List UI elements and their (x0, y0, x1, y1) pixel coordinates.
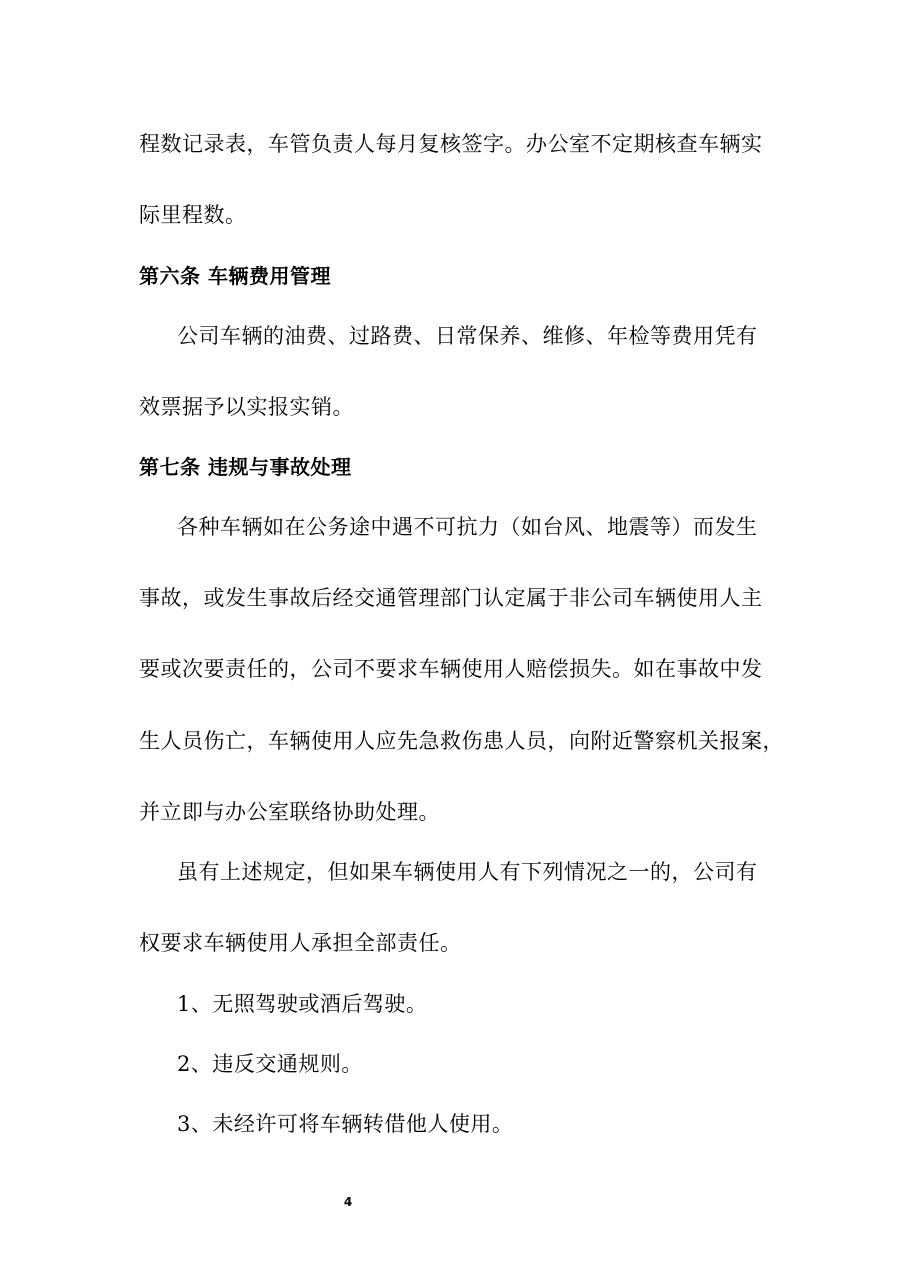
paragraph-line: 事故，或发生事故后经交通管理部门认定属于非公司车辆使用人主 (139, 586, 763, 610)
list-item: 2、违反交通规则。 (177, 1052, 363, 1076)
paragraph-line: 权要求车辆使用人承担全部责任。 (139, 931, 462, 955)
list-item: 3、未经许可将车辆转借他人使用。 (177, 1112, 514, 1136)
paragraph-line: 生人员伤亡，车辆使用人应先急救伤患人员，向附近警察机关报案， (139, 729, 784, 753)
paragraph-line: 际里程数。 (139, 203, 247, 227)
page-number: 4 (343, 1195, 353, 1209)
paragraph-line: 公司车辆的油费、过路费、日常保养、维修、年检等费用凭有 (177, 324, 758, 348)
paragraph-line: 虽有上述规定，但如果车辆使用人有下列情况之一的，公司有 (177, 860, 758, 884)
paragraph-line: 要或次要责任的，公司不要求车辆使用人赔偿损失。如在事故中发 (139, 657, 763, 681)
paragraph-line: 程数记录表，车管负责人每月复核签字。办公室不定期核查车辆实 (139, 132, 763, 156)
list-item: 1、无照驾驶或酒后驾驶。 (177, 992, 428, 1016)
paragraph-line: 并立即与办公室联络协助处理。 (139, 800, 440, 824)
section-heading: 第七条 违规与事故处理 (139, 455, 352, 479)
section-heading: 第六条 车辆费用管理 (139, 264, 331, 288)
paragraph-line: 效票据予以实报实销。 (139, 395, 354, 419)
paragraph-line: 各种车辆如在公务途中遇不可抗力（如台风、地震等）而发生 (177, 515, 758, 539)
